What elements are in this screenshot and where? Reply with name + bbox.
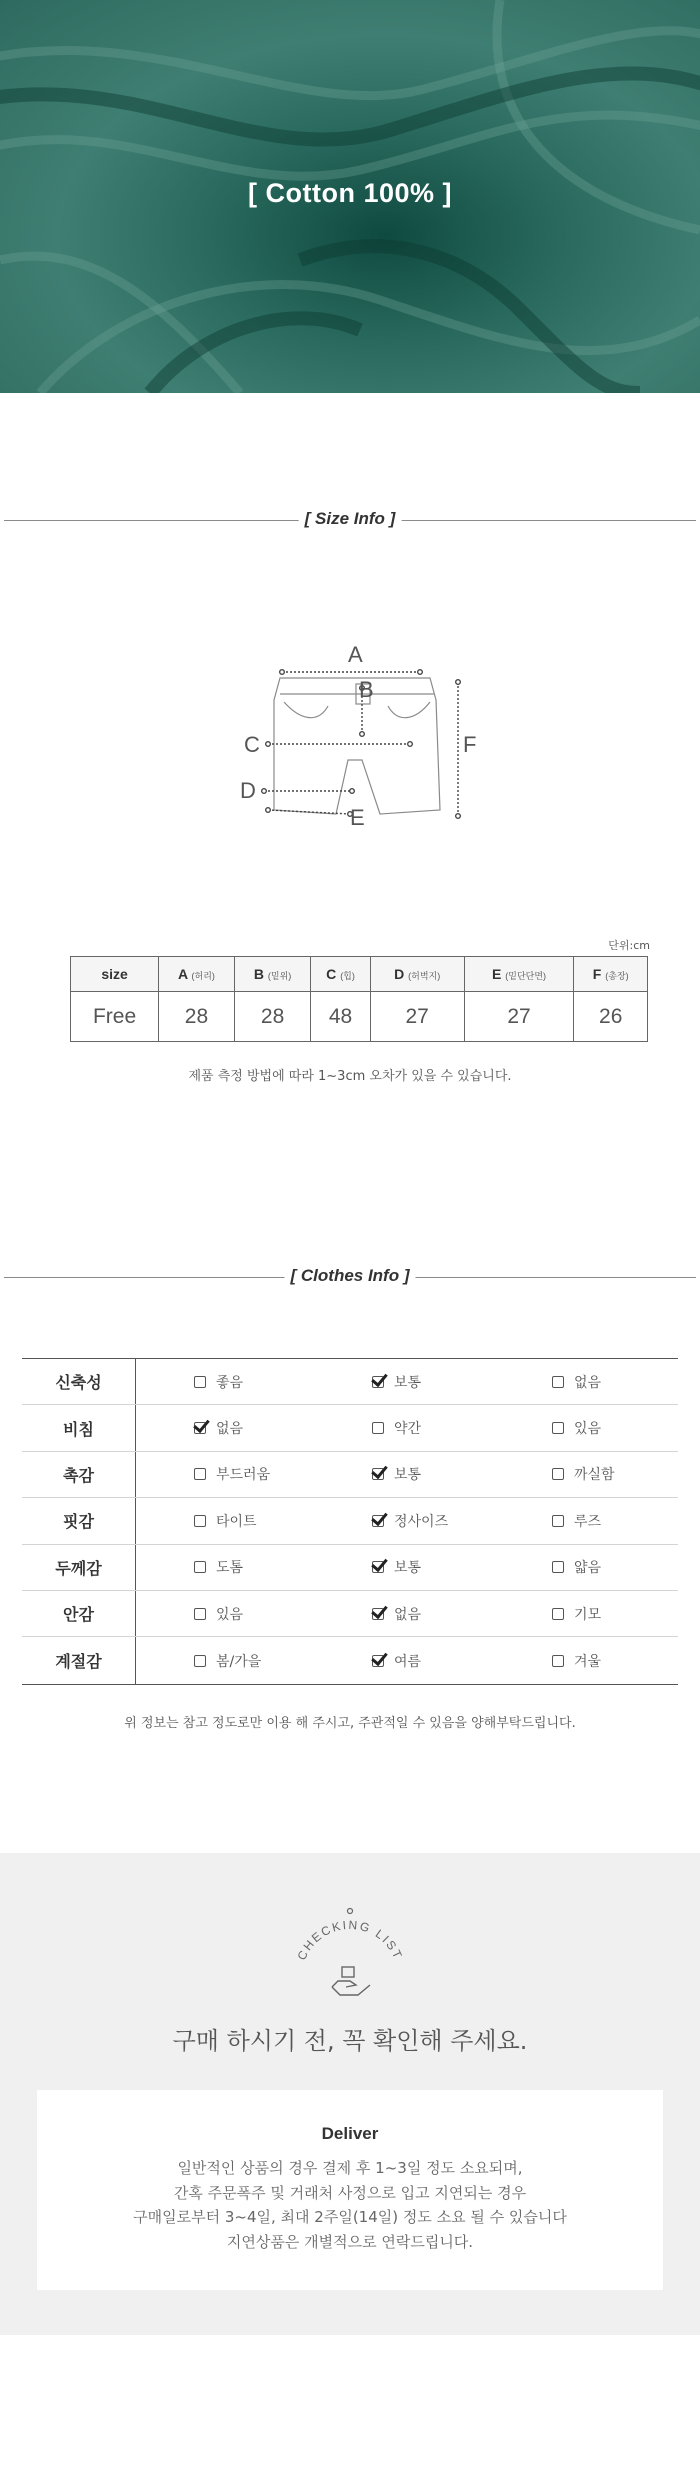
col-label: A: [178, 966, 188, 982]
col-size: [71, 957, 159, 992]
row-label: 계절감: [22, 1637, 136, 1683]
option-label: 있음: [216, 1606, 244, 1623]
cell-f: 26: [574, 992, 648, 1042]
checking-title: 구매 하시기 전, 꼭 확인해 주세요.: [172, 2027, 528, 2055]
checkbox-icon: [194, 1655, 206, 1667]
col-sub: (허벅지): [408, 971, 441, 981]
col-c: [311, 957, 370, 992]
option-label: 부드러움: [216, 1467, 271, 1484]
option-item: [552, 1359, 601, 1404]
option-label: 봄/가을: [216, 1653, 262, 1670]
option-item: [552, 1405, 601, 1450]
checking-list-text: CHECKING LIST: [294, 1917, 406, 1963]
option-item: [194, 1591, 243, 1636]
option-item: [372, 1359, 421, 1404]
diagram-label-f: F: [463, 732, 477, 757]
option-item: [372, 1498, 448, 1543]
col-label: E: [492, 966, 502, 982]
checked-box-icon: [372, 1561, 384, 1573]
col-a: [159, 957, 235, 992]
cell-size: Free: [71, 992, 159, 1042]
option-item: [194, 1498, 257, 1543]
checkbox-icon: [372, 1422, 384, 1434]
option-item: [194, 1359, 243, 1404]
option-label: 좋음: [216, 1374, 244, 1391]
option-item: [372, 1545, 421, 1590]
row-label: 두께감: [22, 1545, 136, 1590]
row-label: 촉감: [22, 1452, 136, 1497]
checkbox-icon: [194, 1561, 206, 1573]
checkbox-icon: [194, 1376, 206, 1388]
option-label: 없음: [394, 1606, 422, 1623]
cell-e: 27: [464, 992, 574, 1042]
checkbox-icon: [552, 1608, 564, 1620]
size-diagram: [240, 640, 477, 840]
option-item: [372, 1591, 421, 1636]
option-label: 까실함: [574, 1467, 615, 1484]
col-sub: (허리): [191, 971, 215, 981]
checking-list-badge: [280, 1901, 420, 2021]
row-label: 안감: [22, 1591, 136, 1636]
option-label: 기모: [574, 1606, 602, 1623]
checkbox-icon: [552, 1655, 564, 1667]
cell-d: 27: [370, 992, 464, 1042]
deliver-line: 구매일로부터 3~4일, 최대 2주일(14일) 정도 소요 될 수 있습니다: [133, 2208, 567, 2226]
option-label: 루즈: [574, 1513, 602, 1530]
checking-list-section: [0, 1853, 700, 2335]
table-row: [22, 1591, 678, 1637]
option-item: [194, 1405, 243, 1450]
checked-box-icon: [372, 1655, 384, 1667]
hand-box-icon: [332, 1967, 370, 1995]
option-item: [552, 1591, 601, 1636]
option-label: 없음: [216, 1421, 244, 1438]
col-sub: (총장): [605, 971, 629, 981]
option-item: [372, 1452, 421, 1497]
option-item: [552, 1452, 615, 1497]
option-label: 타이트: [216, 1513, 257, 1530]
option-label: 여름: [394, 1653, 422, 1670]
row-label: 신축성: [22, 1359, 136, 1404]
deliver-box: [37, 2090, 663, 2290]
col-label: F: [592, 966, 602, 982]
diagram-label-c: C: [244, 732, 260, 757]
checkbox-icon: [194, 1468, 206, 1480]
clothes-info-title: [ Clothes Info ]: [285, 1266, 416, 1286]
col-label: D: [394, 966, 405, 982]
checkbox-icon: [552, 1376, 564, 1388]
option-item: [194, 1452, 270, 1497]
table-row: [22, 1545, 678, 1591]
table-row: [71, 992, 648, 1042]
checkbox-icon: [552, 1468, 564, 1480]
option-label: 없음: [574, 1374, 602, 1391]
checkbox-icon: [552, 1561, 564, 1573]
clothes-note: 위 정보는 참고 정도로만 이용 해 주시고, 주관적일 수 있음을 양해부탁드립니다.: [124, 1716, 576, 1731]
checkbox-icon: [194, 1608, 206, 1620]
unit-label: 단위:cm: [608, 939, 650, 952]
option-label: 보통: [394, 1374, 422, 1391]
checked-box-icon: [194, 1422, 206, 1434]
option-label: 보통: [394, 1467, 422, 1484]
option-item: [194, 1545, 243, 1590]
option-label: 보통: [394, 1560, 422, 1577]
checkbox-icon: [194, 1515, 206, 1527]
option-label: 정사이즈: [394, 1513, 449, 1530]
option-label: 약간: [394, 1421, 422, 1438]
checked-box-icon: [372, 1376, 384, 1388]
size-table: [70, 956, 648, 1042]
clothes-info-header: [4, 1262, 696, 1292]
deliver-line: 지연상품은 개별적으로 연락드립니다.: [226, 2232, 474, 2251]
fabric-hero-image: [0, 0, 700, 393]
option-label: 도톰: [216, 1560, 244, 1577]
size-note: 제품 측정 방법에 따라 1~3cm 오차가 있을 수 있습니다.: [188, 1069, 512, 1084]
size-info-title: [ Size Info ]: [299, 509, 402, 529]
table-row: [22, 1405, 678, 1451]
col-label: C: [326, 966, 337, 982]
col-d: [370, 957, 464, 992]
option-item: [194, 1637, 261, 1683]
size-info-header: [4, 505, 696, 535]
dot-icon: [348, 1909, 353, 1914]
option-label: 있음: [574, 1421, 602, 1438]
diagram-label-d: D: [240, 778, 256, 803]
checked-box-icon: [372, 1515, 384, 1527]
table-row: [22, 1452, 678, 1498]
table-row: [22, 1637, 678, 1683]
col-label: B: [253, 966, 264, 982]
option-item: [372, 1637, 421, 1683]
size-table-header-row: [71, 957, 648, 992]
checked-box-icon: [372, 1468, 384, 1480]
option-item: [552, 1498, 601, 1543]
diagram-label-b: B: [359, 677, 374, 702]
diagram-label-e: E: [350, 805, 365, 830]
option-label: 겨울: [574, 1653, 602, 1670]
hero-title: [ Cotton 100% ]: [247, 178, 452, 208]
checkbox-icon: [552, 1515, 564, 1527]
deliver-line: 일반적인 상품의 경우 결제 후 1~3일 정도 소요되며,: [177, 2159, 523, 2177]
table-row: [22, 1498, 678, 1544]
col-b: [234, 957, 311, 992]
option-item: [552, 1545, 601, 1590]
row-label: 비침: [22, 1405, 136, 1450]
deliver-title: Deliver: [321, 2124, 379, 2143]
checked-box-icon: [372, 1608, 384, 1620]
col-f: [574, 957, 648, 992]
option-item: [552, 1637, 601, 1683]
cell-c: 48: [311, 992, 370, 1042]
diagram-label-a: A: [348, 642, 363, 667]
col-label: size: [101, 966, 128, 982]
checkbox-icon: [552, 1422, 564, 1434]
col-e: [464, 957, 574, 992]
col-sub: (밑단단면): [505, 971, 547, 981]
table-row: [22, 1359, 678, 1405]
option-item: [372, 1405, 421, 1450]
option-label: 얇음: [574, 1560, 602, 1577]
row-label: 핏감: [22, 1498, 136, 1543]
cell-a: 28: [159, 992, 235, 1042]
deliver-line: 간혹 주문폭주 및 거래처 사정으로 입고 지연되는 경우: [173, 2183, 527, 2202]
cell-b: 28: [234, 992, 311, 1042]
col-sub: (밑위): [267, 971, 292, 981]
deliver-text: [37, 2156, 663, 2254]
clothes-info-table: [22, 1358, 678, 1685]
col-sub: (힙): [340, 971, 355, 981]
